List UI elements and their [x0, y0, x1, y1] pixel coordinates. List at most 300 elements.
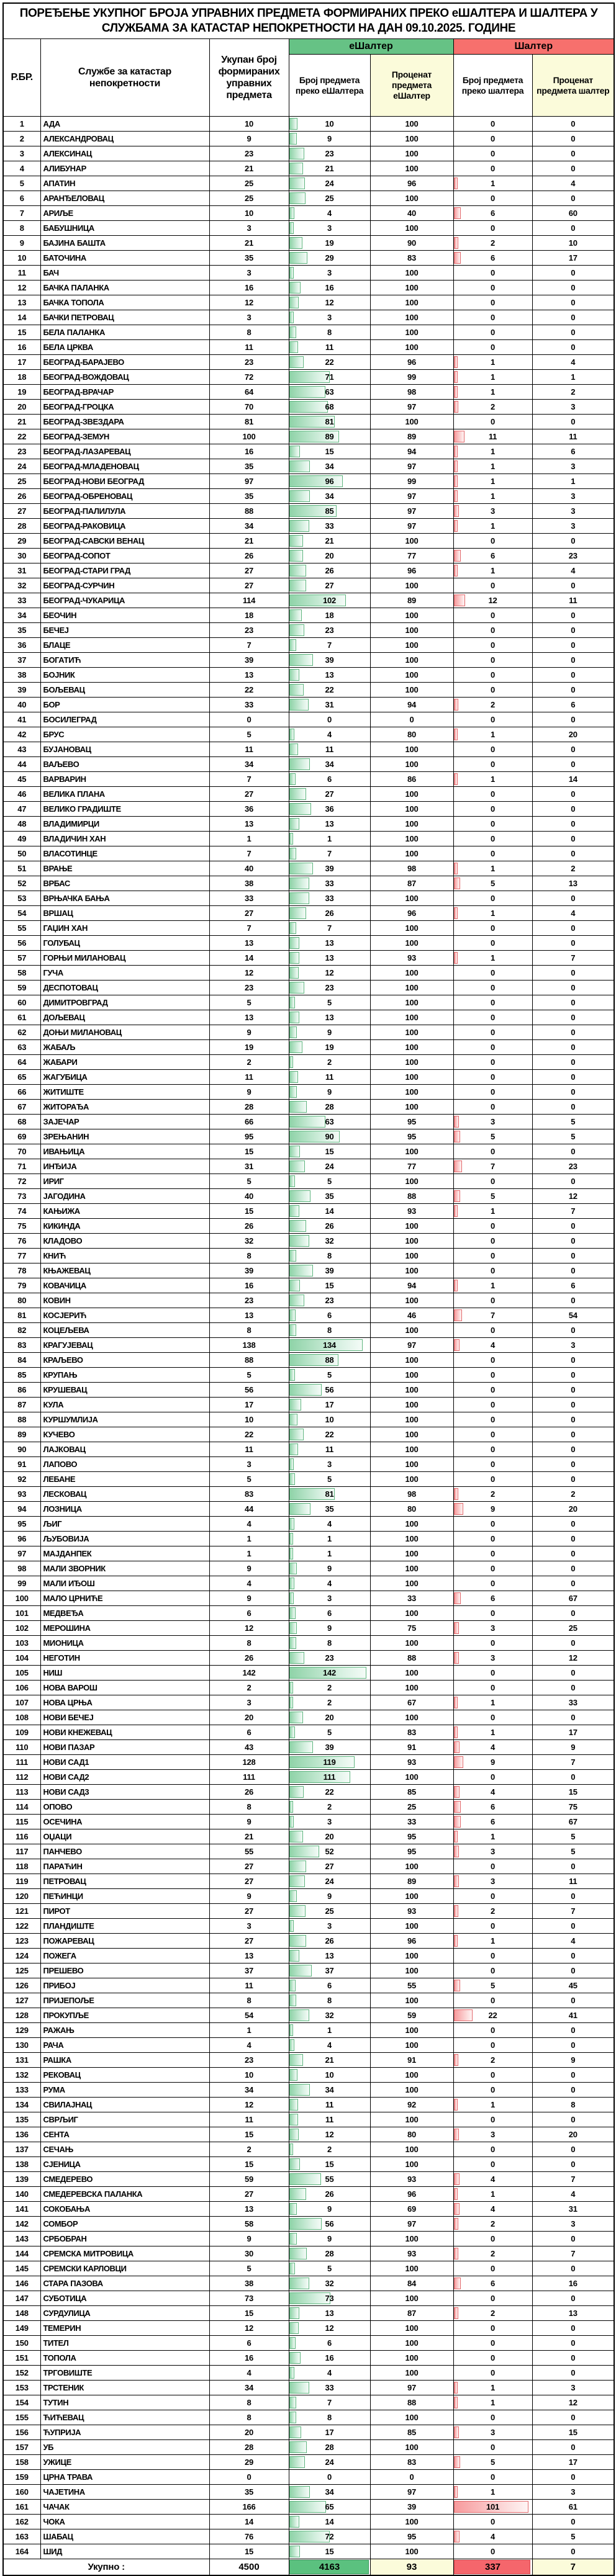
rank-cell: 62 — [3, 1025, 40, 1040]
e-count-cell — [289, 1025, 370, 1040]
e-count-value: 4 — [327, 2040, 332, 2050]
e-pct-cell: 100 — [370, 817, 453, 832]
s-count-cell — [453, 325, 532, 340]
s-count-cell — [453, 2232, 532, 2246]
s-count-value: 0 — [490, 983, 496, 992]
service-name-cell: СЕНТА — [40, 2127, 209, 2142]
service-name-cell: ПОЖЕГА — [40, 1949, 209, 1963]
service-name-cell: ЉУБОВИЈА — [40, 1532, 209, 1546]
s-count-value: 0 — [490, 1549, 496, 1558]
s-pct-cell: 0 — [532, 1100, 614, 1115]
table-row — [3, 2381, 614, 2395]
e-pct-cell: 83 — [370, 251, 453, 266]
e-count-cell — [289, 2008, 370, 2023]
total-cases-cell: 11 — [209, 1442, 289, 1457]
s-pct-cell: 4 — [532, 906, 614, 921]
s-pct-cell: 0 — [532, 757, 614, 772]
e-pct-cell: 100 — [370, 1100, 453, 1115]
rank-cell: 16 — [3, 340, 40, 355]
e-count-value: 20 — [325, 1832, 334, 1841]
service-name-cell: АЛИБУНАР — [40, 161, 209, 176]
service-name-cell: ИРИГ — [40, 1174, 209, 1189]
s-count-cell — [453, 921, 532, 936]
table-row — [3, 489, 614, 504]
e-count-value: 0 — [327, 2472, 332, 2482]
table-row — [3, 1725, 614, 1740]
total-cases-cell: 8 — [209, 2410, 289, 2425]
e-count-cell — [289, 1249, 370, 1263]
s-count-cell — [453, 1532, 532, 1546]
s-count-value: 0 — [490, 819, 496, 828]
table-row — [3, 2068, 614, 2083]
total-cases-cell: 16 — [209, 444, 289, 459]
total-cases-cell: 14 — [209, 2515, 289, 2529]
table-row — [3, 1874, 614, 1889]
e-count-value: 6 — [327, 774, 332, 784]
e-count-cell — [289, 1546, 370, 1561]
s-count-value: 0 — [490, 968, 496, 977]
service-name-cell: КИКИНДА — [40, 1219, 209, 1234]
s-count-value: 0 — [490, 685, 496, 694]
s-pct-cell: 0 — [532, 2157, 614, 2172]
e-pct-cell: 100 — [370, 1993, 453, 2008]
total-cases-cell: 7 — [209, 846, 289, 861]
service-name-cell: БЕОГРАД-ГРОЦКА — [40, 400, 209, 415]
service-name-cell: ЗАЈЕЧАР — [40, 1115, 209, 1129]
s-count-value: 9 — [490, 1504, 496, 1514]
total-cases-cell: 20 — [209, 2425, 289, 2440]
table-row — [3, 1234, 614, 1249]
s-pct-cell: 4 — [532, 176, 614, 191]
s-pct-cell: 0 — [532, 161, 614, 176]
e-count-value: 3 — [327, 1460, 332, 1469]
e-count-value: 33 — [325, 2383, 334, 2392]
s-count-value: 1 — [490, 2398, 496, 2407]
s-pct-cell: 0 — [532, 802, 614, 817]
e-count-cell — [289, 1010, 370, 1025]
e-count-value: 26 — [325, 1936, 334, 1945]
table-row — [3, 1904, 614, 1919]
table-row — [3, 295, 614, 310]
e-pct-cell: 100 — [370, 638, 453, 653]
s-count-cell — [453, 1666, 532, 1681]
rank-cell: 50 — [3, 846, 40, 861]
e-pct-cell: 85 — [370, 2425, 453, 2440]
s-pct-cell: 4 — [532, 2187, 614, 2202]
s-count-value: 0 — [490, 2040, 496, 2050]
s-pct-cell: 15 — [532, 1785, 614, 1800]
e-count-value: 5 — [327, 1474, 332, 1484]
total-cases-cell: 11 — [209, 340, 289, 355]
group-header-eshalter: еШалтер — [289, 39, 453, 55]
s-pct-cell: 0 — [532, 653, 614, 668]
e-count-cell — [289, 459, 370, 474]
e-count-value: 17 — [325, 2428, 334, 2437]
e-pct-cell: 100 — [370, 623, 453, 638]
e-count-cell — [289, 1561, 370, 1576]
service-name-cell: ЛАЈКОВАЦ — [40, 1442, 209, 1457]
e-pct-cell: 100 — [370, 415, 453, 429]
s-pct-cell: 0 — [532, 1293, 614, 1308]
s-count-cell — [453, 295, 532, 310]
total-cases-cell: 54 — [209, 2008, 289, 2023]
e-count-value: 1 — [327, 1534, 332, 1543]
e-pct-cell: 96 — [370, 906, 453, 921]
service-name-cell: ЖАГУБИЦА — [40, 1070, 209, 1085]
total-cases-cell: 33 — [209, 698, 289, 712]
rank-cell: 129 — [3, 2023, 40, 2038]
service-name-cell: ПРИБОЈ — [40, 1978, 209, 1993]
rank-cell: 31 — [3, 563, 40, 578]
total-cases-cell: 64 — [209, 385, 289, 400]
e-count-cell — [289, 2529, 370, 2544]
table-row — [3, 683, 614, 698]
s-count-cell — [453, 2529, 532, 2544]
s-count-value: 1 — [490, 774, 496, 784]
service-name-cell: МАЛИ ЗВОРНИК — [40, 1561, 209, 1576]
service-name-cell: ПИРОТ — [40, 1904, 209, 1919]
s-count-cell — [453, 221, 532, 236]
s-count-cell — [453, 534, 532, 549]
service-name-cell: БЕОГРАД-ОБРЕНОВАЦ — [40, 489, 209, 504]
table-body — [3, 117, 614, 2559]
total-cases-cell: 9 — [209, 1591, 289, 1606]
service-name-cell: БЕОГРАД-СТАРИ ГРАД — [40, 563, 209, 578]
table-row — [3, 1829, 614, 1844]
e-count-cell — [289, 563, 370, 578]
e-count-cell — [289, 2276, 370, 2291]
s-count-cell — [453, 2246, 532, 2261]
table-row — [3, 1174, 614, 1189]
service-name-cell: ВРЊАЧКА БАЊА — [40, 891, 209, 906]
rank-cell: 21 — [3, 415, 40, 429]
s-pct-cell: 0 — [532, 1412, 614, 1427]
service-name-cell: ПЕЋИНЦИ — [40, 1889, 209, 1904]
s-count-cell — [453, 757, 532, 772]
service-name-cell: БОР — [40, 698, 209, 712]
s-pct-cell: 0 — [532, 1576, 614, 1591]
s-count-cell — [453, 2500, 532, 2515]
e-pct-cell: 92 — [370, 2098, 453, 2112]
total-cases-cell: 14 — [209, 951, 289, 966]
total-cases-cell: 13 — [209, 817, 289, 832]
s-count-cell — [453, 1710, 532, 1725]
s-count-cell — [453, 1472, 532, 1487]
rank-cell: 25 — [3, 474, 40, 489]
table-row — [3, 2187, 614, 2202]
e-count-value: 3 — [327, 313, 332, 322]
s-pct-cell: 0 — [532, 325, 614, 340]
s-count-cell — [453, 2142, 532, 2157]
e-count-value: 12 — [325, 2323, 334, 2333]
e-count-cell — [289, 489, 370, 504]
total-cases-cell: 23 — [209, 2053, 289, 2068]
s-count-value: 3 — [490, 2130, 496, 2139]
table-row — [3, 340, 614, 355]
e-count-value: 52 — [325, 1847, 334, 1856]
e-count-cell — [289, 2321, 370, 2336]
s-pct-cell: 0 — [532, 2261, 614, 2276]
table-row — [3, 1308, 614, 1323]
s-pct-cell: 0 — [532, 1963, 614, 1978]
s-pct-cell: 0 — [532, 295, 614, 310]
e-pct-cell: 100 — [370, 1919, 453, 1934]
e-count-value: 68 — [325, 402, 334, 411]
e-pct-cell: 99 — [370, 370, 453, 385]
total-cases-cell: 114 — [209, 593, 289, 608]
s-count-cell — [453, 2351, 532, 2366]
service-name-cell: БЕЧЕЈ — [40, 623, 209, 638]
e-count-cell — [289, 2246, 370, 2261]
s-pct-cell: 6 — [532, 1278, 614, 1293]
rank-cell: 15 — [3, 325, 40, 340]
rank-cell: 135 — [3, 2112, 40, 2127]
service-name-cell: КНИЋ — [40, 1249, 209, 1263]
service-name-cell: ЧАЈЕТИНА — [40, 2485, 209, 2500]
e-count-cell — [289, 161, 370, 176]
rank-cell: 130 — [3, 2038, 40, 2053]
total-cases-cell: 25 — [209, 176, 289, 191]
table-row — [3, 2008, 614, 2023]
rank-cell: 115 — [3, 1815, 40, 1829]
s-pct-cell: 0 — [532, 2232, 614, 2246]
e-pct-cell: 100 — [370, 1070, 453, 1085]
total-cases-cell: 128 — [209, 1755, 289, 1770]
e-count-value: 32 — [325, 2011, 334, 2020]
e-pct-cell: 96 — [370, 563, 453, 578]
service-name-cell: БЕОГРАД-ВОЖДОВАЦ — [40, 370, 209, 385]
e-count-cell — [289, 280, 370, 295]
service-name-cell: УБ — [40, 2440, 209, 2455]
s-count-cell — [453, 1725, 532, 1740]
total-cases-cell: 3 — [209, 266, 289, 280]
s-count-value: 0 — [490, 194, 496, 203]
s-pct-cell: 75 — [532, 1800, 614, 1815]
s-count-value: 2 — [490, 700, 496, 709]
total-cases-cell: 27 — [209, 787, 289, 802]
total-cases-cell: 7 — [209, 772, 289, 787]
s-count-cell — [453, 2083, 532, 2098]
e-count-value: 81 — [325, 1489, 334, 1499]
rank-cell: 27 — [3, 504, 40, 519]
s-pct-cell: 23 — [532, 1159, 614, 1174]
rank-cell: 73 — [3, 1189, 40, 1204]
s-count-cell — [453, 966, 532, 981]
e-count-cell — [289, 1695, 370, 1710]
table-row — [3, 1100, 614, 1115]
e-count-value: 15 — [325, 2160, 334, 2169]
s-count-cell — [453, 1204, 532, 1219]
s-count-value: 0 — [490, 1370, 496, 1380]
s-count-value: 6 — [490, 551, 496, 560]
s-pct-cell: 0 — [532, 1219, 614, 1234]
e-count-cell — [289, 474, 370, 489]
s-count-value: 3 — [490, 1623, 496, 1633]
e-pct-cell: 100 — [370, 1293, 453, 1308]
e-count-cell — [289, 2053, 370, 2068]
rank-cell: 156 — [3, 2425, 40, 2440]
s-pct-cell: 0 — [532, 1323, 614, 1338]
service-name-cell: КОВИН — [40, 1293, 209, 1308]
table-row — [3, 1993, 614, 2008]
rank-cell: 118 — [3, 1859, 40, 1874]
rank-cell: 35 — [3, 623, 40, 638]
s-count-cell — [453, 1427, 532, 1442]
e-count-cell — [289, 2083, 370, 2098]
e-pct-cell: 25 — [370, 1800, 453, 1815]
s-count-cell — [453, 266, 532, 280]
total-cases-cell: 9 — [209, 132, 289, 146]
e-pct-cell: 100 — [370, 1427, 453, 1442]
e-count-value: 3 — [327, 1594, 332, 1603]
total-cases-cell: 27 — [209, 1934, 289, 1949]
e-pct-cell: 87 — [370, 876, 453, 891]
table-row — [3, 1755, 614, 1770]
s-count-cell — [453, 727, 532, 742]
e-pct-cell: 80 — [370, 1502, 453, 1517]
e-pct-cell: 55 — [370, 1978, 453, 1993]
total-cases-cell: 56 — [209, 1383, 289, 1398]
s-count-value: 0 — [490, 223, 496, 233]
total-cases-cell: 4 — [209, 1576, 289, 1591]
e-count-value: 90 — [325, 1132, 334, 1141]
s-pct-cell: 4 — [532, 1934, 614, 1949]
e-count-cell — [289, 712, 370, 727]
rank-cell: 74 — [3, 1204, 40, 1219]
s-count-value: 6 — [490, 1817, 496, 1826]
total-cases-cell: 34 — [209, 2083, 289, 2098]
service-name-cell: БЕОГРАД-ВРАЧАР — [40, 385, 209, 400]
s-pct-cell: 0 — [532, 2544, 614, 2559]
e-count-cell — [289, 1055, 370, 1070]
table-row — [3, 2366, 614, 2381]
total-cases-cell: 27 — [209, 578, 289, 593]
total-cases-cell: 21 — [209, 534, 289, 549]
e-count-cell — [289, 534, 370, 549]
e-count-value: 63 — [325, 387, 334, 397]
service-name-cell: БЕОГРАД-ЧУКАРИЦА — [40, 593, 209, 608]
s-count-value: 0 — [490, 2323, 496, 2333]
e-count-value: 34 — [325, 462, 334, 471]
s-pct-cell: 3 — [532, 489, 614, 504]
e-pct-cell: 100 — [370, 966, 453, 981]
s-count-value: 12 — [488, 596, 497, 605]
service-name-cell: ГОЛУБАЦ — [40, 936, 209, 951]
s-count-cell — [453, 280, 532, 295]
service-name-cell: БЕОГРАД-НОВИ БЕОГРАД — [40, 474, 209, 489]
table-row — [3, 1502, 614, 1517]
e-pct-cell: 100 — [370, 1249, 453, 1263]
s-pct-cell: 0 — [532, 1546, 614, 1561]
table-row — [3, 1636, 614, 1651]
e-pct-cell: 100 — [370, 146, 453, 161]
e-pct-cell: 100 — [370, 1472, 453, 1487]
s-pct-cell: 12 — [532, 1189, 614, 1204]
s-pct-cell: 5 — [532, 1129, 614, 1144]
service-name-cell: ШАБАЦ — [40, 2529, 209, 2544]
s-count-value: 4 — [490, 2204, 496, 2214]
rank-cell: 98 — [3, 1561, 40, 1576]
e-count-value: 2 — [327, 1698, 332, 1707]
rank-cell: 146 — [3, 2276, 40, 2291]
s-pct-cell: 5 — [532, 2529, 614, 2544]
e-count-value: 6 — [327, 1311, 332, 1320]
s-pct-cell: 20 — [532, 2127, 614, 2142]
e-pct-cell: 100 — [370, 802, 453, 817]
e-count-cell — [289, 2023, 370, 2038]
rank-cell: 93 — [3, 1487, 40, 1502]
rank-cell: 147 — [3, 2291, 40, 2306]
e-pct-cell: 59 — [370, 2008, 453, 2023]
s-count-cell — [453, 578, 532, 593]
total-cases-cell: 23 — [209, 1293, 289, 1308]
e-pct-cell: 93 — [370, 951, 453, 966]
total-cases-cell: 66 — [209, 1115, 289, 1129]
e-count-value: 27 — [325, 581, 334, 590]
service-name-cell: НИШ — [40, 1666, 209, 1681]
e-pct-cell: 100 — [370, 2440, 453, 2455]
service-name-cell: ЋИЋЕВАЦ — [40, 2410, 209, 2425]
s-count-value: 0 — [490, 1400, 496, 1409]
e-pct-cell: 46 — [370, 1308, 453, 1323]
e-count-value: 11 — [325, 1072, 334, 1082]
table-row — [3, 474, 614, 489]
s-count-cell — [453, 2112, 532, 2127]
service-name-cell: АРИЉЕ — [40, 206, 209, 221]
e-count-cell — [289, 206, 370, 221]
e-count-cell — [289, 1532, 370, 1546]
s-count-value: 1 — [490, 387, 496, 397]
rank-cell: 122 — [3, 1919, 40, 1934]
table-row — [3, 832, 614, 846]
s-count-cell — [453, 132, 532, 146]
rank-cell: 36 — [3, 638, 40, 653]
s-pct-cell: 2 — [532, 385, 614, 400]
table-row — [3, 2440, 614, 2455]
table-row — [3, 2410, 614, 2425]
table-row — [3, 310, 614, 325]
s-count-cell — [453, 191, 532, 206]
table-row — [3, 2455, 614, 2470]
service-name-cell: БЕОГРАД-БАРАЈЕВО — [40, 355, 209, 370]
s-pct-cell: 4 — [532, 355, 614, 370]
s-count-cell — [453, 608, 532, 623]
s-count-cell — [453, 370, 532, 385]
e-count-cell — [289, 1651, 370, 1666]
e-count-value: 96 — [325, 477, 334, 486]
e-count-cell — [289, 1204, 370, 1219]
s-count-cell — [453, 2053, 532, 2068]
rank-cell: 150 — [3, 2336, 40, 2351]
total-cases-cell: 9 — [209, 1561, 289, 1576]
s-count-value: 0 — [490, 640, 496, 650]
table-row — [3, 519, 614, 534]
s-pct-cell: 2 — [532, 861, 614, 876]
total-cases-cell: 8 — [209, 1323, 289, 1338]
e-count-cell — [289, 191, 370, 206]
s-count-cell — [453, 1815, 532, 1829]
rank-cell: 75 — [3, 1219, 40, 1234]
e-pct-cell: 69 — [370, 2202, 453, 2217]
table-row — [3, 429, 614, 444]
e-count-cell — [289, 1963, 370, 1978]
total-cases-cell: 5 — [209, 1368, 289, 1383]
e-count-cell — [289, 653, 370, 668]
s-count-value: 6 — [490, 253, 496, 263]
s-pct-cell: 0 — [532, 787, 614, 802]
total-cases-cell: 8 — [209, 1636, 289, 1651]
table-row — [3, 1472, 614, 1487]
